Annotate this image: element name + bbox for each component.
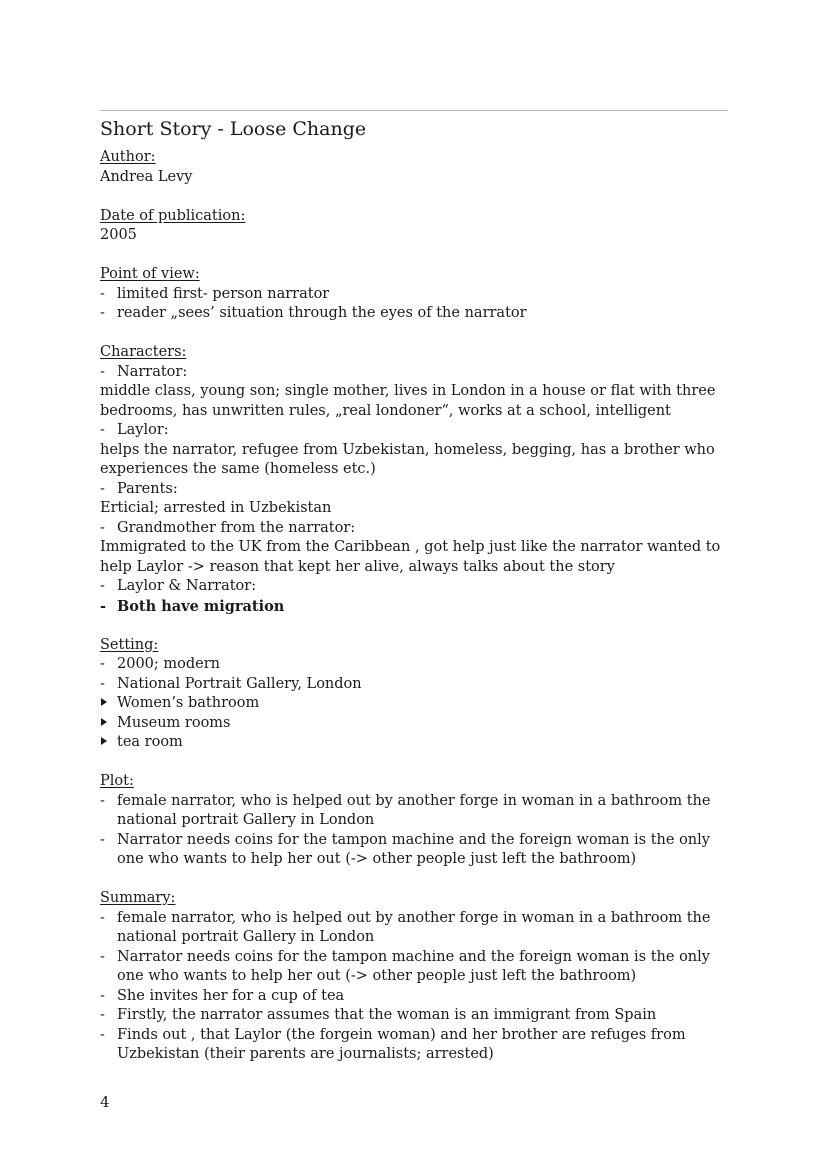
- author-heading: Author:: [100, 149, 156, 165]
- pov-section: [100, 265, 728, 324]
- character-description: middle class, young son; single mother, lives in London in a house or flat with three bedrooms, has unwritten rules, „real londoner“, works at a school, intelligent: [100, 383, 716, 419]
- list-item: - Narrator needs coins for the tampon machine and the foreign woman is the only one who wants to help her out (-> other people just left the bathroom): [100, 948, 710, 984]
- triangle-bullet-icon: [101, 718, 107, 726]
- list-item: - Finds out , that Laylor (the forgein woman) and her brother are refuges from Uzbekistan (their parents are journalists; arrested): [100, 1026, 686, 1062]
- list-item: - 2000; modern: [100, 656, 221, 672]
- document-body: [100, 148, 728, 1084]
- date-value: 2005: [100, 227, 137, 243]
- list-item: - Laylor:: [100, 422, 169, 438]
- list-item: - limited first- person narrator: [100, 285, 330, 302]
- author-value: Andrea Levy: [100, 168, 193, 185]
- plot-section: [100, 772, 728, 870]
- list-item: Women’s bathroom: [100, 694, 728, 714]
- document-title: Short Story - Loose Change: [100, 118, 367, 140]
- character-description: Immigrated to the UK from the Caribbean , got help just like the narrator wanted to help Laylor -> reason that kept her alive, always talks about the story: [100, 539, 721, 575]
- list-item: - Firstly, the narrator assumes that the woman is an immigrant from Spain: [100, 1007, 657, 1023]
- list-item: tea room: [100, 733, 728, 753]
- triangle-bullet-icon: [101, 737, 107, 745]
- list-item: - Laylor & Narrator:: [100, 578, 257, 594]
- setting-section: [100, 636, 728, 753]
- list-item: - reader „sees’ situation through the eyes of the narrator: [100, 305, 527, 321]
- summary-heading: Summary:: [100, 890, 176, 906]
- plot-heading: Plot:: [100, 773, 134, 789]
- page-number: 4: [100, 1093, 110, 1111]
- triangle-bullet-icon: [101, 698, 107, 706]
- character-description: helps the narrator, refugee from Uzbekistan, homeless, begging, has a brother who experiences the same (homeless etc.): [100, 441, 715, 477]
- date-section: [100, 207, 728, 246]
- list-item: - Grandmother from the narrator:: [100, 519, 356, 536]
- list-item: - Both have migration: [100, 597, 285, 615]
- pov-heading: Point of view:: [100, 266, 200, 282]
- summary-section: [100, 889, 728, 1065]
- character-description: Erticial; arrested in Uzbekistan: [100, 500, 332, 516]
- list-item: - National Portrait Gallery, London: [100, 675, 362, 692]
- list-item: - Parents:: [100, 480, 178, 497]
- list-item: - female narrator, who is helped out by another forge in woman in a bathroom the national portrait Gallery in London: [100, 792, 711, 828]
- characters-section: [100, 343, 728, 616]
- header-rule: [100, 110, 728, 111]
- list-item: - Narrator needs coins for the tampon machine and the foreign woman is the only one who wants to help her out (-> other people just left the bathroom): [100, 831, 710, 867]
- characters-heading: Characters:: [100, 344, 187, 360]
- list-item: - female narrator, who is helped out by another forge in woman in a bathroom the national portrait Gallery in London: [100, 909, 711, 945]
- list-item: - Narrator:: [100, 363, 188, 380]
- list-item: Museum rooms: [100, 714, 728, 734]
- list-item: - She invites her for a cup of tea: [100, 987, 345, 1004]
- date-heading: Date of publication:: [100, 207, 246, 224]
- author-section: [100, 148, 728, 187]
- setting-heading: Setting:: [100, 636, 159, 653]
